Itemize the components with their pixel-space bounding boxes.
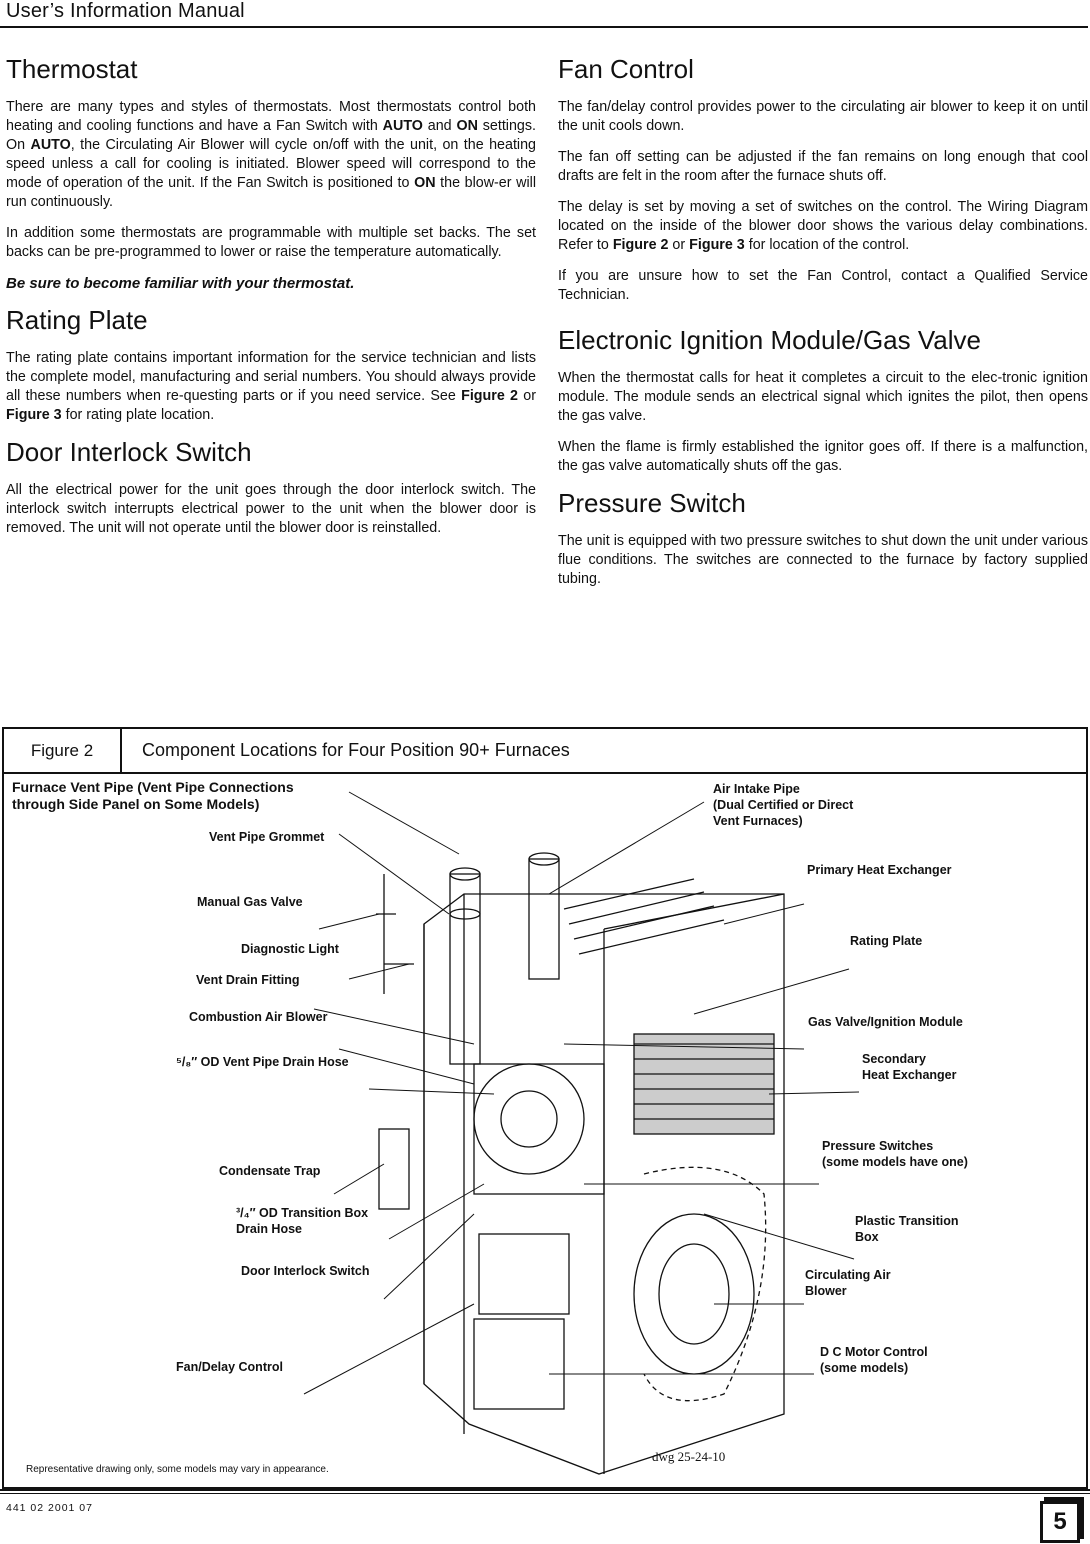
label-vent-pipe: Furnace Vent Pipe (Vent Pipe Connections through Side Panel on Some Models) bbox=[12, 779, 294, 812]
left-column bbox=[6, 54, 536, 550]
fan-p2: The fan off setting can be adjusted if the fan remains on long enough that cool drafts are felt in the room after the furnace shuts off. bbox=[558, 149, 1088, 184]
label-gas-valve: Manual Gas Valve bbox=[197, 895, 303, 909]
label-secondary-hx: Secondary Heat Exchanger bbox=[862, 1052, 957, 1082]
combustion-blower bbox=[474, 1064, 584, 1174]
fan-p1: The fan/delay control provides power to the circulating air blower to keep it on until the unit cools down. bbox=[558, 99, 1088, 134]
footer-rule-thin bbox=[0, 1493, 1090, 1494]
circulating-blower bbox=[634, 1214, 754, 1374]
label-diag: Diagnostic Light bbox=[241, 942, 339, 956]
door-p1: All the electrical power for the unit goes through the door interlock switch. The interlock switch interrupts electrical power to the unit when the blower door is removed. The unit will not operate until the blower door is reinstalled. bbox=[6, 482, 536, 536]
figure-title-bar bbox=[4, 729, 1086, 774]
air-intake-pipe bbox=[529, 859, 559, 979]
right-column bbox=[558, 54, 1088, 601]
label-rating-plate: Rating Plate bbox=[850, 934, 923, 948]
furnace-drawing bbox=[4, 774, 1086, 1484]
label-cond-trap: Condensate Trap bbox=[219, 1164, 321, 1178]
vent-pipe bbox=[450, 874, 480, 1064]
page-number: 5 bbox=[1040, 1501, 1080, 1543]
figure-note: Representative drawing only, some models may vary in appearance. bbox=[26, 1464, 329, 1475]
control-panel bbox=[479, 1234, 569, 1314]
thermostat-heading: Thermostat bbox=[6, 54, 138, 84]
label-comb-blower: Combustion Air Blower bbox=[189, 1010, 328, 1024]
label-trans-hose: ³/₄″ OD Transition Box Drain Hose bbox=[236, 1206, 369, 1236]
label-fan-delay: Fan/Delay Control bbox=[176, 1360, 283, 1374]
rating-heading: Rating Plate bbox=[6, 305, 148, 335]
label-drain-fit: Vent Drain Fitting bbox=[196, 973, 300, 987]
primary-heat-exchanger bbox=[564, 879, 724, 954]
label-drain-hose: ⁵/₈″ OD Vent Pipe Drain Hose bbox=[176, 1055, 349, 1069]
label-grommet: Vent Pipe Grommet bbox=[209, 830, 325, 844]
ignition-p2: When the flame is firmly established the ignitor goes off. If there is a malfunction, the gas valve automatically shuts off the gas. bbox=[558, 439, 1088, 474]
thermostat-p2: In addition some thermostats are programmable with multiple set backs. The set backs can be pre-programmed to lower or raise the temperature automatically. bbox=[6, 225, 536, 260]
label-primary-hx: Primary Heat Exchanger bbox=[807, 863, 952, 877]
fan-p4: If you are unsure how to set the Fan Control, contact a Qualified Service Technician. bbox=[558, 268, 1088, 303]
label-door-switch: Door Interlock Switch bbox=[241, 1264, 370, 1278]
label-gv-module: Gas Valve/Ignition Module bbox=[808, 1015, 963, 1029]
label-circ-blower: Circulating Air Blower bbox=[805, 1268, 891, 1298]
leader-lines bbox=[304, 792, 859, 1394]
pressure-heading: Pressure Switch bbox=[558, 488, 746, 518]
figure-title: Component Locations for Four Position 90+ Furnaces bbox=[142, 740, 570, 760]
page-header-title: User’s Information Manual bbox=[6, 0, 245, 22]
footer-code: 441 02 2001 07 bbox=[6, 1502, 93, 1514]
label-air-intake: Air Intake Pipe (Dual Certified or Direct Vent Furnaces) bbox=[713, 782, 854, 828]
figure-2 bbox=[2, 727, 1088, 1489]
rating-p1: The rating plate contains important information for the service technician and lists the complete model, manufacturing and serial numbers. You should always provide all these numbers when re-questing parts or if you need service. See Figure 2 or Figure 3 for rating plate location. bbox=[6, 350, 537, 423]
ignition-p1: When the thermostat calls for heat it completes a circuit to the elec-tronic ignition module. The module sends an electrical signal which ignites the pilot, then opens the gas valve. bbox=[558, 370, 1088, 424]
footer-rule bbox=[0, 1489, 1090, 1491]
header-rule bbox=[0, 26, 1088, 28]
fan-heading: Fan Control bbox=[558, 54, 694, 84]
fan-p3: The delay is set by moving a set of switches on the control. The Wiring Diagram located on the inside of the blower door shows the various delay combinations. Refer to Figure 2 or Figure 3 for location of the control. bbox=[558, 199, 1088, 253]
thermostat-p1: There are many types and styles of thermostats. Most thermostats control both heating and cooling functions and have a Fan Switch with AUTO and ON settings. On AUTO, the Circulating Air Blower will cycle on/off with the unit, on the heating speed unless a call for cooling is initiated. Blower speed will correspond to the mode of operation of the unit. If the Fan Switch is positioned to ON the blow-er will run continuously. bbox=[6, 99, 537, 210]
label-pressure-sw: Pressure Switches (some models have one) bbox=[822, 1139, 968, 1169]
door-heading: Door Interlock Switch bbox=[6, 437, 252, 467]
condensate-trap bbox=[379, 1129, 409, 1209]
figure-number: Figure 2 bbox=[4, 729, 122, 772]
gas-pipe bbox=[376, 874, 414, 994]
label-plastic-box: Plastic Transition Box bbox=[855, 1214, 959, 1244]
pressure-p1: The unit is equipped with two pressure switches to shut down the unit under various flue conditions. The switches are connected to the furnace by factory supplied tubing. bbox=[558, 533, 1088, 587]
ignition-heading: Electronic Ignition Module/Gas Valve bbox=[558, 325, 981, 355]
label-dc-motor: D C Motor Control (some models) bbox=[820, 1345, 928, 1375]
drawing-number: dwg 25-24-10 bbox=[652, 1449, 726, 1464]
thermostat-p3: Be sure to become familiar with your thermostat. bbox=[6, 275, 355, 292]
